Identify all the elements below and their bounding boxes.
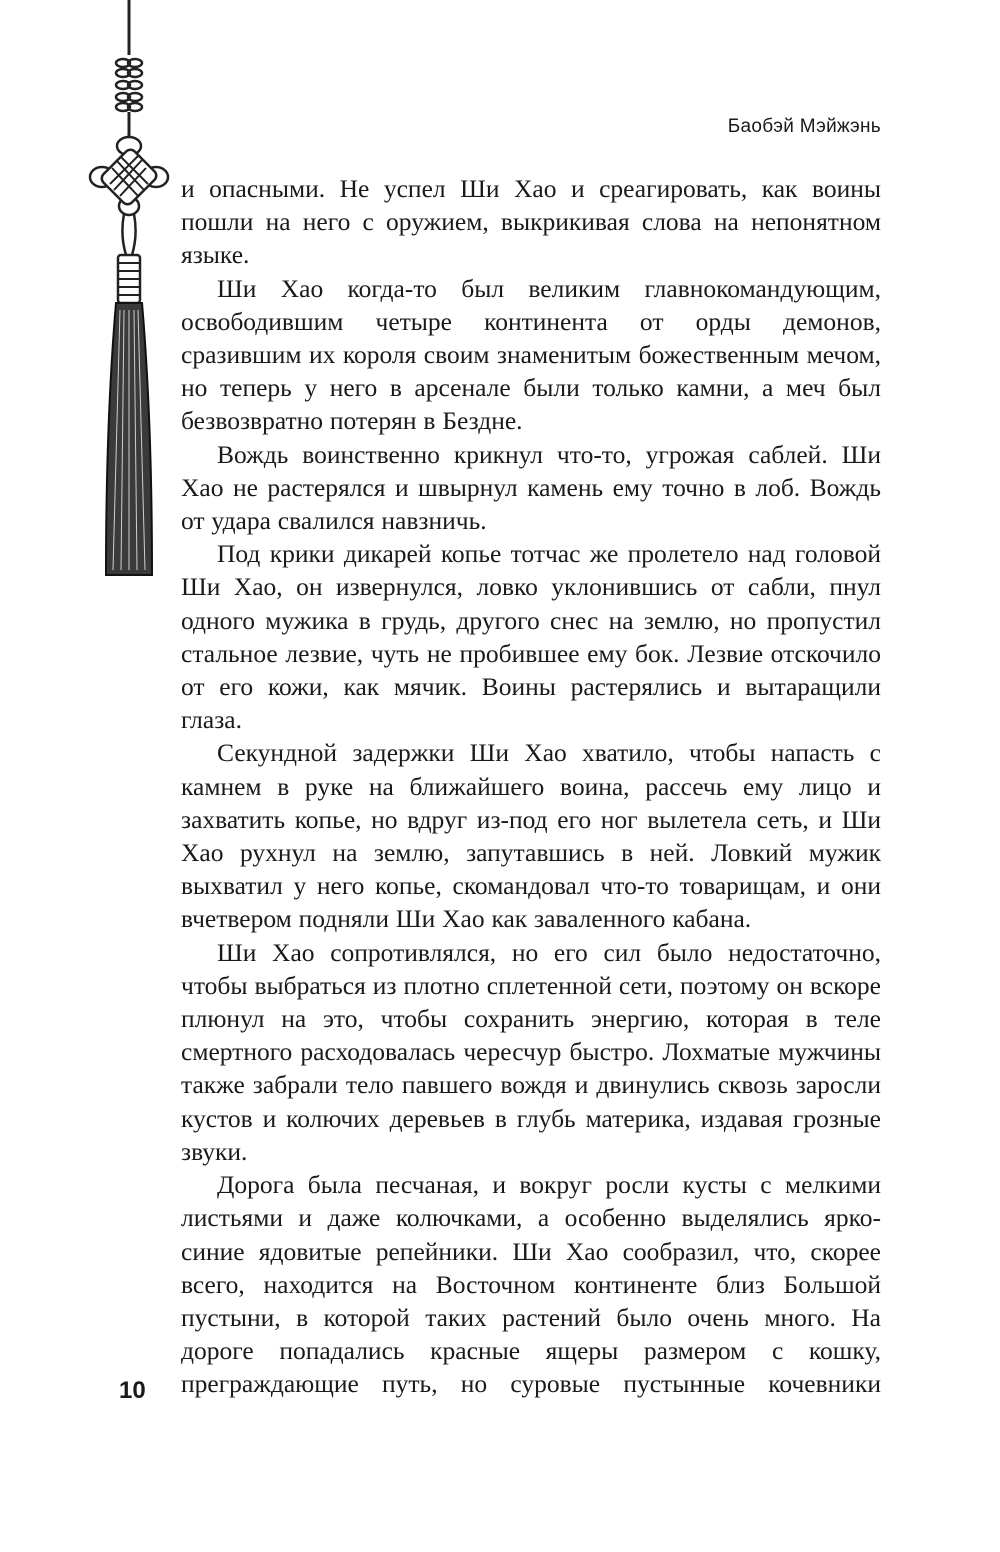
paragraph: Дорога была песчаная, и вокруг росли кусты с мелкими листьями и даже колючками, а особенно выделялись ярко-синие ядовитые репейники. Ши Хао сообразил, что, скорее всего, находится на Восточном континенте близ Большой пустыни, в которой таких растений было очень много. На дороге попадались красные ящеры размером с кошку, преграждающие путь, но суровые пустынные кочевники (181, 1170, 881, 1399)
tassel-knot-icon (86, 0, 176, 585)
paragraph: Ши Хао когда-то был великим главнокомандующим, освободившим четыре континента от орды демонов, сразившим их короля своим знаменитым божественным мечом, но теперь у него в арсенале были только камни, а меч был безвозвратно потерян в Бездне. (181, 273, 881, 436)
paragraph: Вождь воинственно крикнул что-то, угрожая саблей. Ши Хао не растерялся и швырнул камень ему точно в лоб. Вождь от удара свалился навзничь. (181, 439, 881, 536)
body-text (181, 172, 881, 1401)
paragraph: Ши Хао сопротивлялся, но его сил было недостаточно, чтобы выбраться из плотно сплетенной сети, поэтому он вскоре плюнул на это, чтобы сохранить энергию, которая в теле смертного расходовалась чересчур быстро. Лохматые мужчины также забрали тело павшего вождя и двинулись сквозь заросли кустов и колючих деревьев в глубь материка, издавая грозные звуки. (181, 937, 881, 1166)
paragraph: и опасными. Не успел Ши Хао и среагировать, как воины пошли на него с оружием, выкрикивая слова на непонятном языке. (181, 174, 881, 270)
paragraph: Под крики дикарей копье тотчас же пролетело над головой Ши Хао, он извернулся, ловко уклонившись от сабли, пнул одного мужика в грудь, другого снес на землю, но пропустил стальное лезвие, чуть не пробившее ему бок. Лезвие отскочило от его кожи, как мячик. Воины растерялись и вытаращили глаза. (181, 539, 881, 735)
paragraph: Секундной задержки Ши Хао хватило, чтобы напасть с камнем в руке на ближайшего воина, рассечь ему лицо и захватить копье, но вдруг из-под его ног вылетела сеть, и Ши Хао рухнул на землю, запутавшись в ней. Ловкий мужик выхватил у него копье, скомандовал что-то товарищам, и они вчетвером подняли Ши Хао как заваленного кабана. (181, 738, 881, 934)
running-header: Баобэй Мэйжэнь (727, 116, 881, 137)
page-number: 10 (119, 1377, 146, 1404)
